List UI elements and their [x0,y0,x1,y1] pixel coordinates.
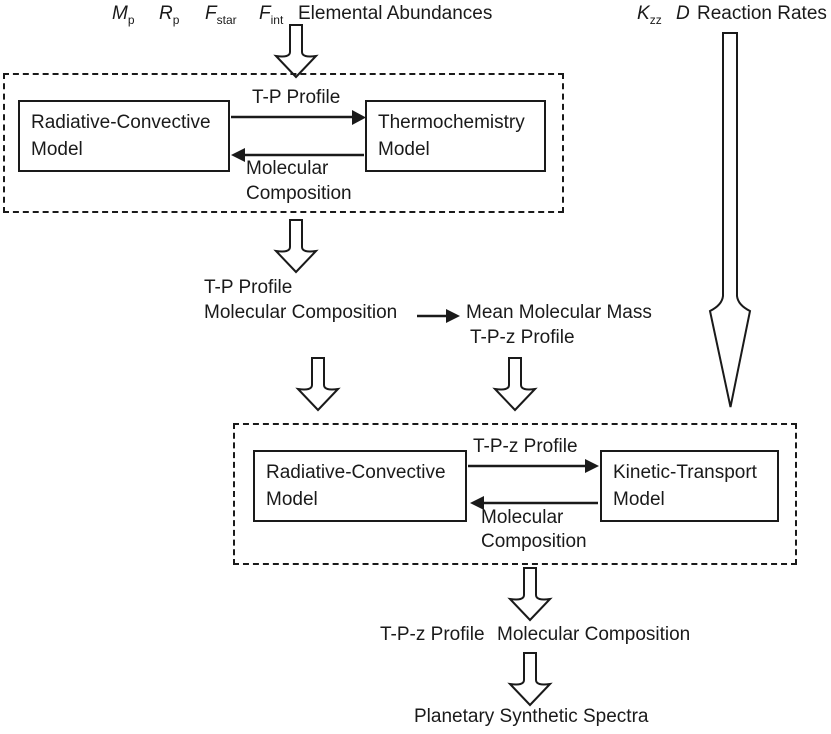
stage2-return-arrow-label-line2: Composition [481,531,587,552]
derived-mean-molecular-mass: Mean Molecular Mass [466,302,652,323]
flow-arrow-stage1-to-outputs [276,220,316,272]
symbol-internal-flux: $F_{int}$ [259,3,284,27]
flow-arrow-outputs-to-stage2-left [298,358,338,410]
symbol-stellar-flux: $F_{star}$ [205,3,237,27]
flow-arrow-stage2-to-outputs [510,568,550,620]
stage1-radiative-convective-model-label: Radiative-Convective Model [31,112,211,160]
stage2-radiative-convective-model-label: Radiative-Convective Model [266,462,446,510]
stage2-return-arrow-label-line1: Molecular [481,507,564,528]
final-result-planetary-synthetic-spectra: Planetary Synthetic Spectra [414,706,649,727]
symbol-planet-radius: $R_p$ [159,3,180,27]
stage2-radiative-convective-model-box [253,450,467,522]
derived-tpz-profile: T-P-z Profile [470,327,575,348]
final-output-tpz-profile: T-P-z Profile [380,624,485,645]
flow-arrow-derived-to-stage2 [495,358,535,410]
flow-arrow-reaction-rates-to-stage2 [710,33,750,407]
stage2-forward-arrow-label: T-P-z Profile [473,436,578,457]
stage1-thermochemistry-model-label: Thermochemistry Model [378,112,525,160]
arrow-mean-molecular-mass-head [446,309,460,323]
stage1-thermochemistry-model-box [365,100,546,172]
stage2-kinetic-transport-model-box [600,450,779,522]
stage1-forward-arrow-label: T-P Profile [252,87,341,108]
flow-arrow-outputs-to-spectra [510,653,550,705]
stage1-return-arrow-label-line2: Composition [246,183,352,204]
symbol-molecular-diffusion: D [676,3,690,24]
flow-arrow-inputs-to-stage1 [276,25,316,77]
intermediate-output-tp-profile: T-P Profile [204,277,293,298]
stage1-return-arrow-label-line1: Molecular [246,158,329,179]
stage1-radiative-convective-model-box [18,100,230,172]
symbol-planet-mass: $M_p$ [112,3,135,27]
symbol-eddy-diffusion: $K_{zz}$ [637,3,662,27]
label-elemental-abundances: Elemental Abundances [298,3,493,24]
label-reaction-rates: Reaction Rates [697,3,827,24]
final-output-molecular-composition: Molecular Composition [497,624,691,645]
intermediate-output-molecular-composition: Molecular Composition [204,302,398,323]
stage2-kinetic-transport-model-label: Kinetic-Transport Model [613,462,757,510]
